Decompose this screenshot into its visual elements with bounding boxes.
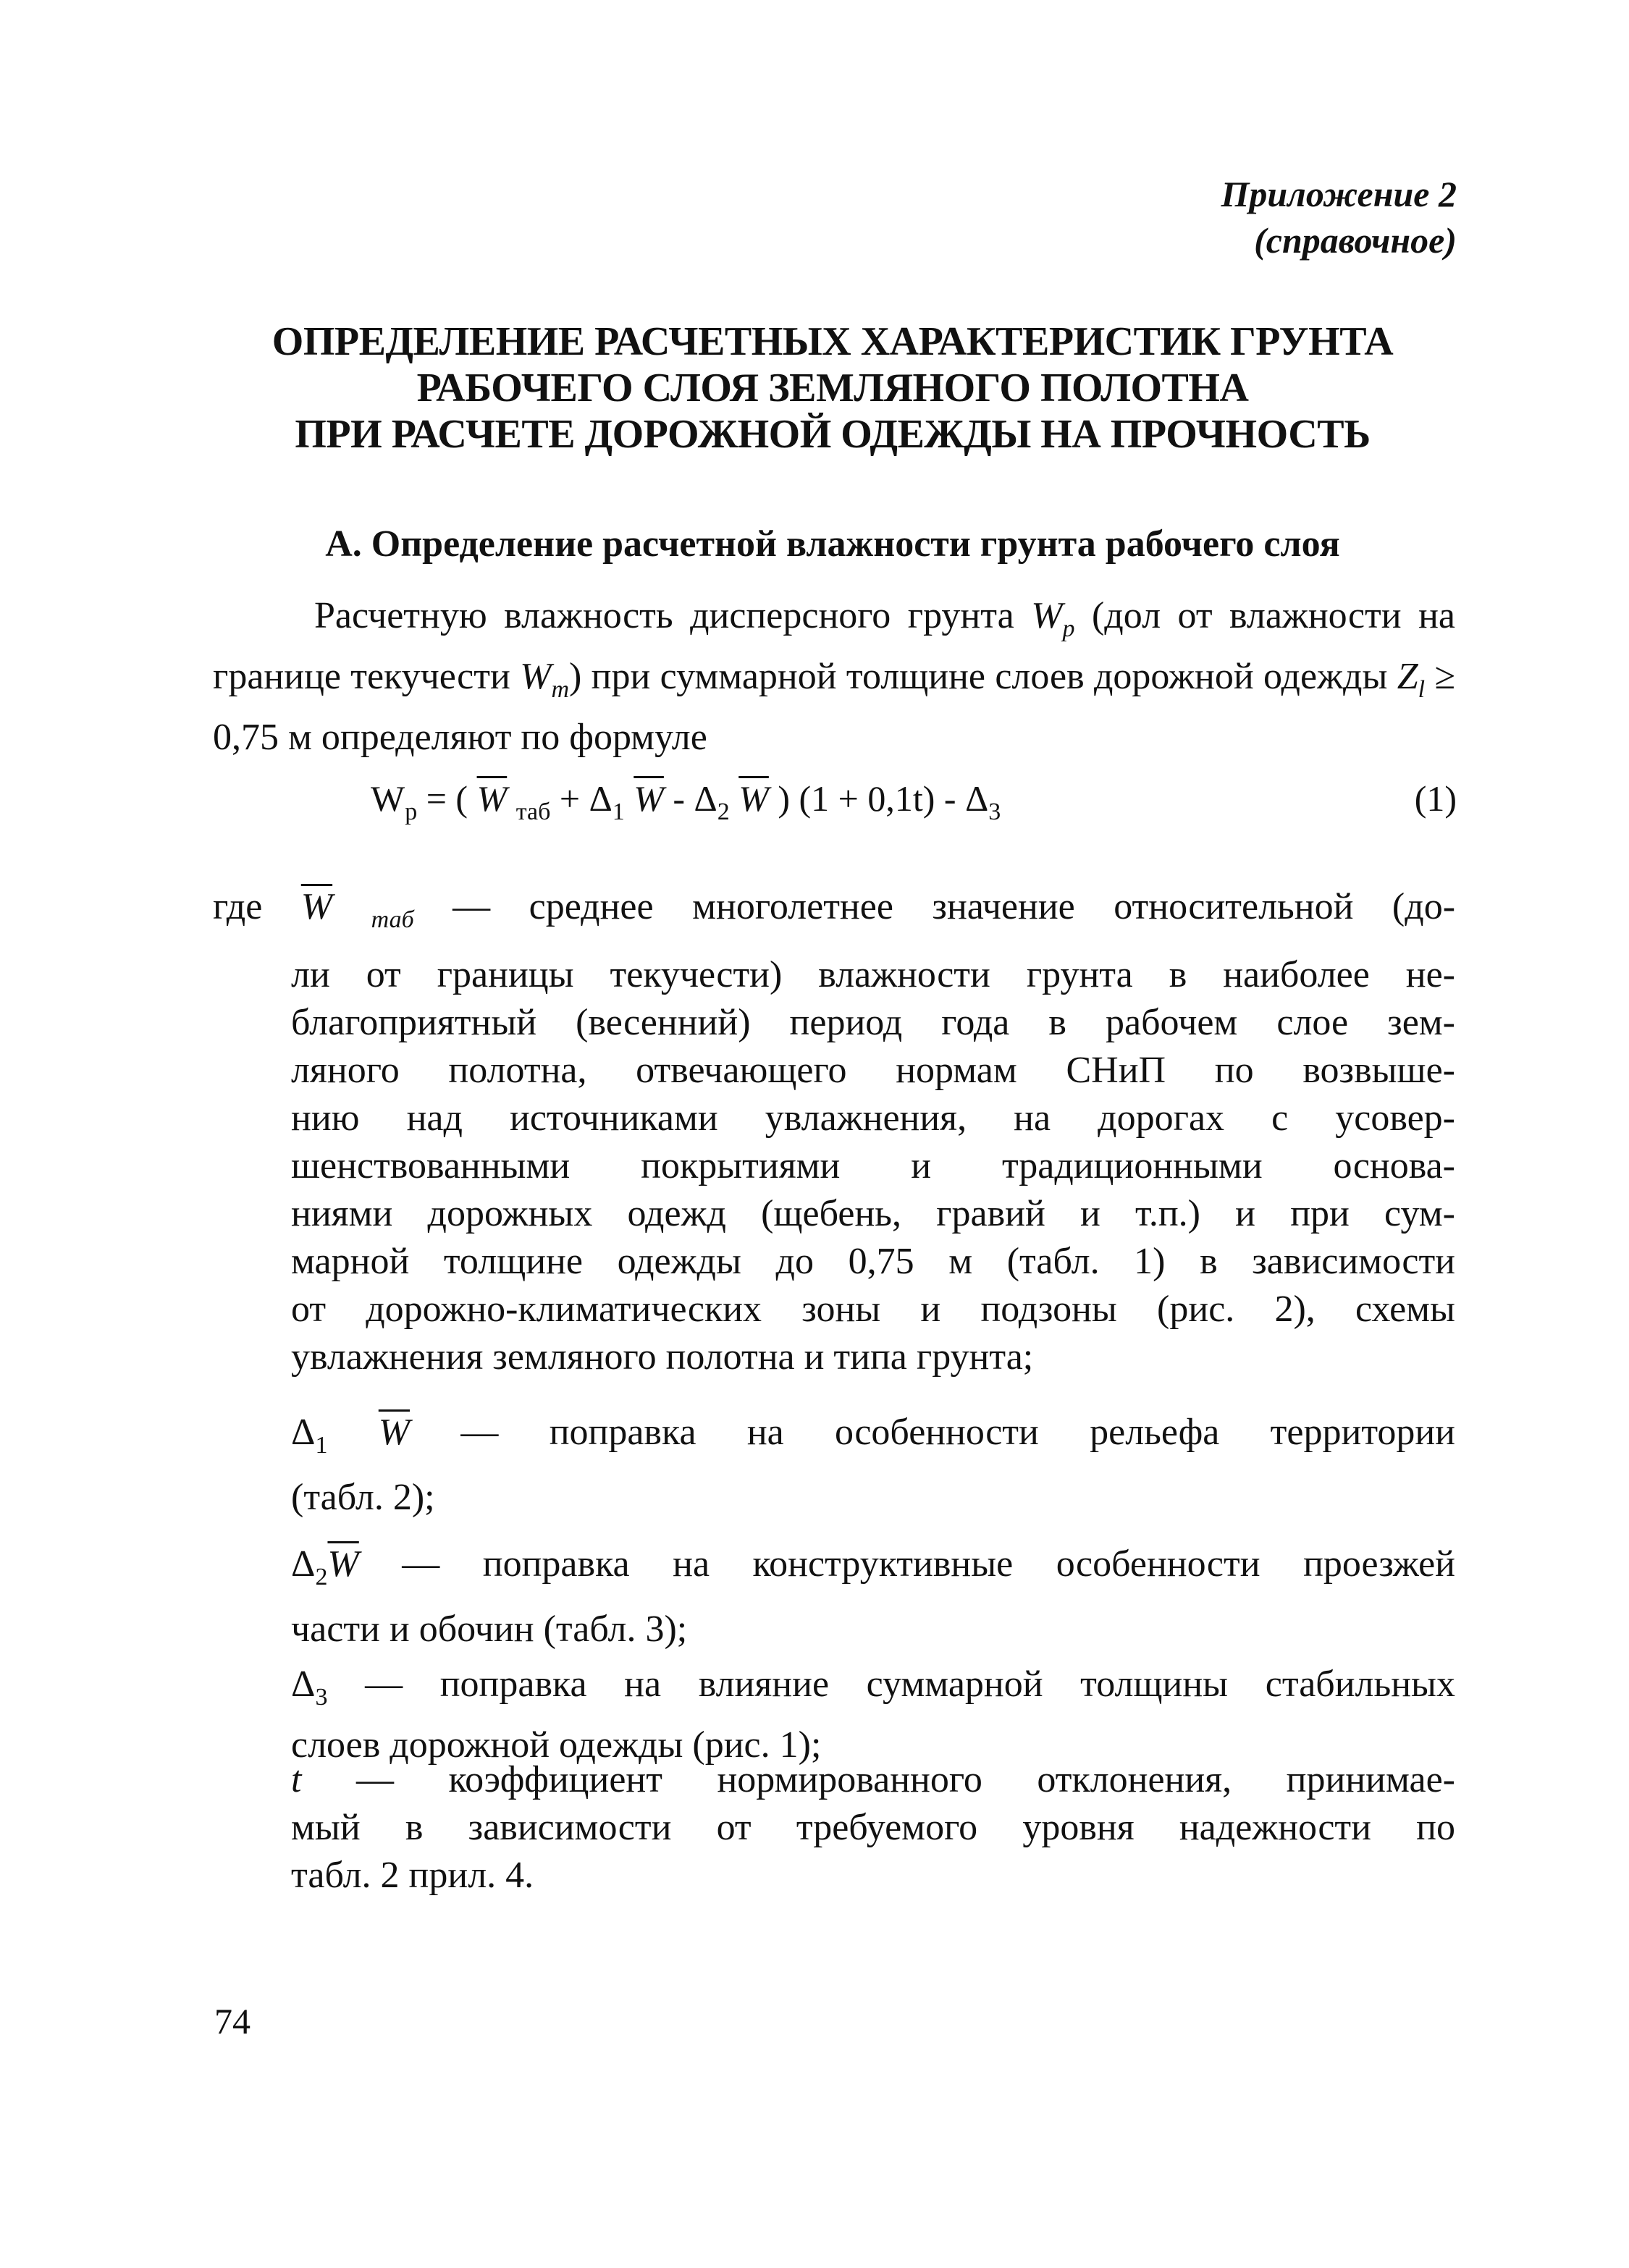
delta1-symbol: Δ (291, 1412, 316, 1453)
delta3-line-2: слоев дорожной одежды (рис. 1); (291, 1724, 822, 1766)
formula-w-2: $\overline{W}$ (738, 778, 769, 819)
delta2-w: $\overline{W}$ (327, 1543, 359, 1585)
appendix-label (1221, 171, 1457, 264)
def-delta2-cont: части и обочин (табл. 3); (291, 1609, 688, 1650)
formula-w-tab: $\overline{W}$ (476, 778, 508, 819)
formula-w-1: $\overline{W}$ (634, 778, 664, 819)
appendix-type: (справочное) (1254, 220, 1457, 261)
t-symbol: t (291, 1759, 302, 1800)
symbol-z-sub: l (1418, 676, 1426, 703)
formula-eq: = ( (417, 778, 477, 819)
def-line-3: ляного полотна, отвечающего нормам СНиП по возвыше- (291, 1050, 1455, 1091)
intro-text-4: ≥ 0,75 м определяют по формуле (213, 656, 1455, 758)
def-delta1 (291, 1409, 1455, 1470)
symbol-z: Z (1397, 656, 1418, 697)
def-line-8: от дорожно-климатических зоны и подзоны (рис. 2), схемы (291, 1289, 1455, 1330)
intro-text-1: Расчетную влажность дисперсного грунта (314, 595, 1032, 636)
delta3-text: — поправка на влияние суммарной толщины стабильных (327, 1664, 1455, 1705)
document-title (217, 319, 1448, 458)
t-line-3: табл. 2 прил. 4. (291, 1855, 534, 1896)
formula-1 (371, 775, 1001, 836)
def-line-6: ниями дорожных одежд (щебень, гравий и т.п.) и при сум- (291, 1193, 1455, 1234)
intro-text-2: (дол от влажности на границе текучести (213, 595, 1455, 697)
def-line-9: увлажнения земляного полотна и типа грунта; (291, 1336, 1034, 1378)
delta2-text: — поправка на конструктивные особенности проезжей (358, 1543, 1455, 1585)
intro-text-3: ) при суммарной толщине слоев дорожной одежды (569, 656, 1397, 697)
symbol-wp: W (1031, 595, 1063, 636)
def-delta2 (291, 1540, 1455, 1601)
def-line-2: благоприятный (весенний) период года в рабочем слое зем- (291, 1002, 1455, 1043)
page-number: 74 (214, 2001, 251, 2041)
formula-d2-sub: 2 (717, 798, 730, 825)
delta3-sub: 3 (315, 1684, 328, 1711)
def-delta1-cont: (табл. 2); (291, 1477, 435, 1518)
def-w-symbol: $\overline{W}$ (300, 886, 333, 927)
intro-paragraph (213, 592, 1455, 762)
delta1-w: $\overline{W}$ (378, 1412, 411, 1453)
symbol-wm-sub: m (551, 676, 570, 703)
appendix-number: Приложение 2 (1221, 174, 1457, 214)
gde-word: где (213, 886, 301, 927)
def-line-7: марной толщине одежды до 0,75 м (табл. 1) в зависимости (291, 1241, 1455, 1282)
formula-plus-d1: + Δ (550, 778, 613, 819)
t-line-1 (291, 1756, 1455, 1804)
def-wtab-head (213, 883, 1455, 944)
formula-tail: ) (1 + 0,1t) - Δ (768, 778, 989, 819)
def-t (291, 1756, 1455, 1900)
formula-minus-d2: - Δ (663, 778, 717, 819)
delta2-sub: 2 (315, 1564, 328, 1590)
title-line-2: РАБОЧЕГО СЛОЯ ЗЕМЛЯНОГО ПОЛОТНА (416, 366, 1249, 410)
def-line-1: ли от границы текучести) влажности грунта в наиболее не- (291, 954, 1455, 995)
formula-d3-sub: 3 (988, 798, 1001, 825)
formula-lhs-sub: p (405, 798, 418, 825)
formula-number: (1) (1414, 778, 1457, 819)
symbol-wp-sub: p (1062, 615, 1075, 642)
formula-d1-sub: 1 (612, 798, 625, 825)
def-line-5: шенствованными покрытиями и традиционными основа- (291, 1145, 1455, 1186)
def-delta3 (291, 1661, 1455, 1769)
def-wtab-text: — среднее многолетнее значение относительной (до- (413, 886, 1456, 927)
delta1-sub: 1 (315, 1432, 328, 1459)
def-wtab-body (291, 951, 1455, 1381)
formula-tab-sub: таб (515, 798, 551, 825)
title-line-1: ОПРЕДЕЛЕНИЕ РАСЧЕТНЫХ ХАРАКТЕРИСТИК ГРУНТА (272, 319, 1394, 364)
formula-lhs: W (371, 778, 405, 819)
t-text-1: — коэффициент нормированного отклонения, принимае- (301, 1759, 1455, 1800)
t-line-2: мый в зависимости от требуемого уровня надежности по (291, 1807, 1455, 1848)
delta1-text: — поправка на особенности рельефа территории (410, 1412, 1456, 1453)
def-line-4: нию над источниками увлажнения, на дорогах с усовер- (291, 1097, 1455, 1139)
delta2-symbol: Δ (291, 1543, 316, 1585)
title-line-3: ПРИ РАСЧЕТЕ ДОРОЖНОЙ ОДЕЖДЫ НА ПРОЧНОСТЬ (295, 412, 1371, 457)
symbol-wm: W (520, 656, 552, 697)
delta3-symbol: Δ (291, 1664, 316, 1705)
delta3-line-1 (291, 1661, 1455, 1721)
def-tab-sub: таб (371, 906, 414, 933)
section-heading: А. Определение расчетной влажности грунта рабочего слоя (325, 523, 1340, 565)
